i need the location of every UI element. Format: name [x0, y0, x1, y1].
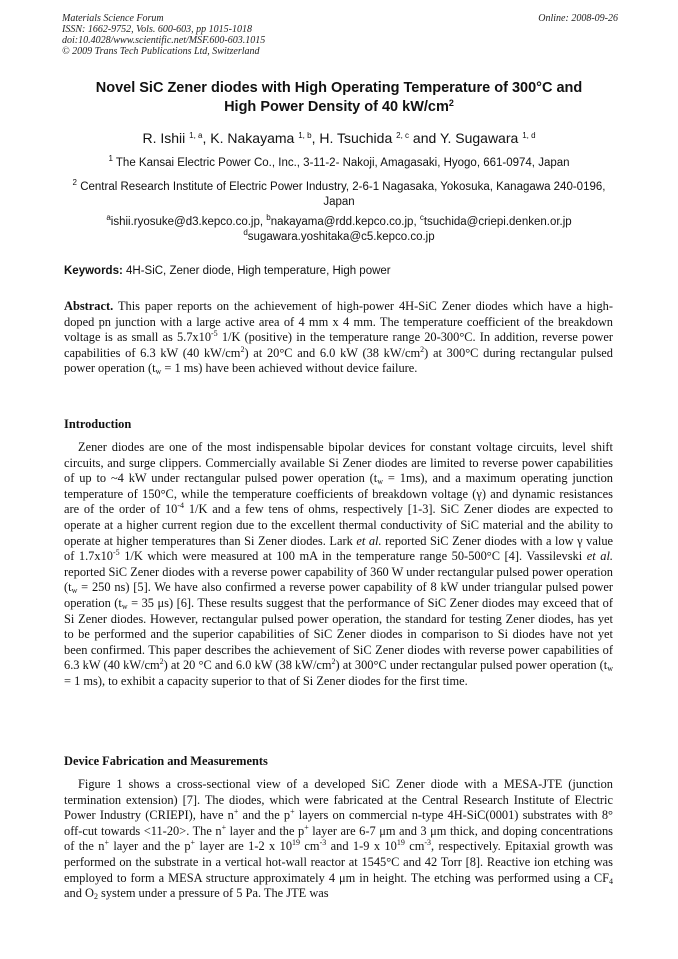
keywords-label: Keywords: — [64, 265, 123, 277]
email-d[interactable]: sugawara.yoshitaka@c5.kepco.co.jp — [247, 231, 435, 243]
author-list — [40, 130, 638, 146]
author: Y. Sugawara $^{1, d}$ — [439, 130, 536, 146]
author-emails: $^a$ishii.ryosuke@d3.kepco.co.jp, $^b$nakayama@rdd.kepco.co.jp, $^c$tsuchida@criepi.denken.or.jp $^d$sugawara.yoshitaka@c5.kepco.co.jp — [106, 213, 572, 243]
title-line-2: High Power Density of 40 $kW/cm^2$ — [224, 98, 454, 115]
journal-issn: ISSN: 1662-9752, Vols. 600-603, pp 1015-1018 — [62, 24, 252, 35]
online-date: Online: 2008-09-26 — [538, 13, 618, 24]
journal-header — [62, 13, 265, 57]
affiliation-2: $^2$ Central Research Institute of Electric Power Industry, 2-6-1 Nagasaka, Yokosuka, Kanagawa 240-0196, Japan — [72, 178, 606, 208]
abstract: Abstract. This paper reports on the achievement of high-power 4H-SiC Zener diodes which have a high-doped pn junction with a large active area of 4 mm x 4 mm. The temperature coefficient of the breakdown voltage is as small as $5.7x10^{-5}$ 1/K (positive) in the temperature range 20-300°C. In addition, reverse power capabilities of 6.3 kW (40 $kW/cm^2$) at 20°C and 6.0 kW (38 $kW/cm^2$) at 300°C during rectangular pulsed power operation ($t_w = 1$ ms) have been achieved without device failure. — [64, 299, 614, 377]
journal-doi: doi:10.4028/www.scientific.net/MSF.600-603.1015 — [62, 35, 266, 46]
journal-name: Materials Science Forum — [62, 13, 164, 24]
journal-copyright: © 2009 Trans Tech Publications Ltd, Switzerland — [62, 46, 260, 57]
email-a[interactable]: ishii.ryosuke@d3.kepco.co.jp — [110, 216, 260, 228]
fabrication-paragraph: Figure 1 shows a cross-sectional view of a developed SiC Zener diode with a MESA-JTE (junction termination extension) [7]. The diodes, which were fabricated at the Central Research Institute of Electric Power Industry (CRIEPI), have n+ and the p+ layers on commercial n-type 4H-SiC(0001) substrates with 8° off-cut towards <11-20>. The n+ layer and the p+ layer are 6-7 μm and 3 μm thick, and doping concentrations of the n+ layer and the p+ layer are 1-2 x $10^{19}$ $cm^{-3}$ and 1-9 x $10^{19}$ $cm^{-3}$, respectively. Epitaxial growth was performed on the substrate in a vertical hot-wall reactor at 1545°C and 42 Torr [8]. Reactive ion etching was employed to form a MESA structure approximately 4 μm in height. The etching was performed using a $CF_4$ and $O_2$ system under a pressure of 5 Pa. The JTE was — [64, 777, 613, 902]
abstract-label: Abstract. — [64, 299, 114, 313]
email-c[interactable]: tsuchida@criepi.denken.or.jp — [423, 216, 572, 228]
author: H. Tsuchida $^{2, c}$ and — [319, 130, 440, 146]
email-b[interactable]: nakayama@rdd.kepco.co.jp — [270, 216, 414, 228]
keywords — [64, 265, 391, 277]
introduction-paragraph: Zener diodes are one of the most indispensable bipolar devices for constant voltage circuits, level shift circuits, and surge clippers. Commercially available Si Zener diodes are limited to reverse power capabilities of up to ~4 kW under rectangular pulsed power operation $(t_w = 1ms)$, and a maximum operating junction temperature of 150°C, while the temperature coefficients of breakdown voltage (γ) and dynamic resistances are of the order of $10^{-4}$ 1/K and a few tens of ohms, respectively [1-3]. SiC Zener diodes are expected to operate at a higher current region due to the excellent thermal conductivity of SiC material and the ability to operate at higher temperatures than Si Zener diodes. Lark et al. reported SiC Zener diodes with a low γ value of $1.7x10^{-5}$ 1/K which were measured at 100 mA in the temperature range 50-500°C [4]. Vassilevski et al. reported SiC Zener diodes with a reverse power capability of 360 W under rectangular pulsed power operation ($t_w = 250$ ns) [5]. We have also confirmed a reverse power capability of 8 kW under triangular pulsed power operation ($t_w = 35$ μs) [6]. These results suggest that the performance of SiC Zener diodes may exceed that of Si Zener diodes. However, rectangular pulsed power operation, the standard for testing Zener diodes, has yet to be performed and the superior capabilities of SiC Zener diodes in comparison to Si diodes have not yet been confirmed. This paper describes the achievement of SiC Zener diodes with reverse power capabilities of 6.3 kW (40 $kW/cm^2$) at 20 °C and 6.0 kW (38 $kW/cm^2$) at 300°C under rectangular pulsed power operation ($t_w = 1$ ms), to exhibit a capacity superior to that of Si Zener diodes for the first time. — [64, 440, 614, 688]
keywords-text: 4H-SiC, Zener diode, High temperature, High power — [126, 265, 391, 277]
author: K. Nakayama $^{1, b}$, — [210, 130, 320, 146]
section-heading-fabrication: Device Fabrication and Measurements — [64, 754, 268, 768]
author: R. Ishii $^{1, a}$, — [142, 130, 211, 146]
title-line-1: Novel SiC Zener diodes with High Operating Temperature of 300°C and — [95, 80, 583, 96]
affiliation-1: $^1$ The Kansai Electric Power Co., Inc., 3-11-2- Nakoji, Amagasaki, Hyogo, 661-0974, Japan — [108, 154, 570, 169]
paper-title — [58, 79, 620, 117]
section-heading-introduction: Introduction — [64, 417, 132, 431]
